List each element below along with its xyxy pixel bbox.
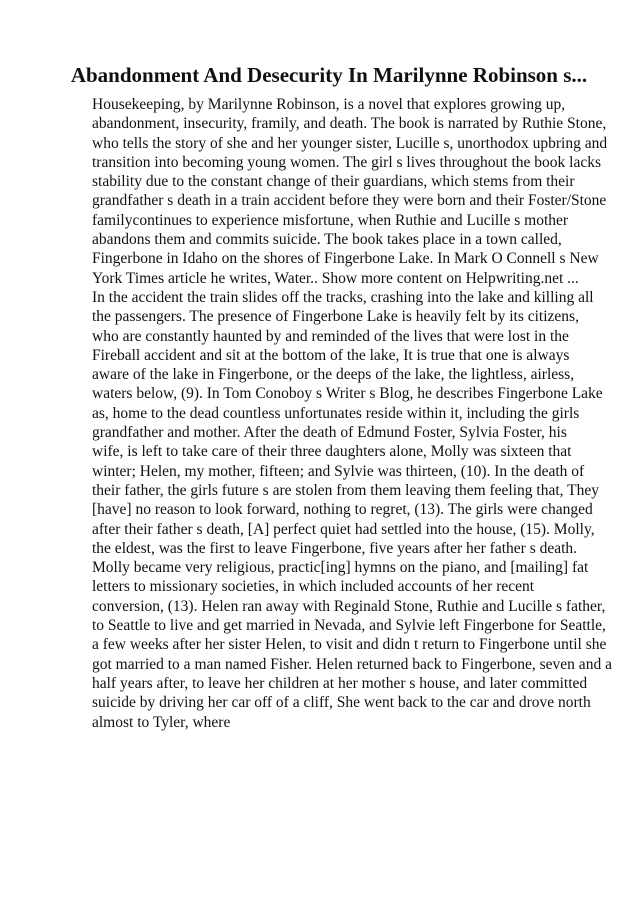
body-line: York Times article he writes, Water.. Show more content on Helpwriting.net ... [92, 269, 579, 287]
body-line: who tells the story of she and her younger sister, Lucille s, unorthodox upbring and [92, 134, 608, 152]
body-line: waters below, (9). In Tom Conoboy s Writer s Blog, he describes Fingerbone Lake [92, 385, 603, 403]
body-line: after their father s death, [A] perfect quiet had settled into the house, (15). Molly, [92, 520, 595, 538]
body-line: their father, the girls future s are stolen from them leaving them feeling that, They [92, 481, 599, 499]
body-line: the eldest, was the first to leave Fingerbone, five years after her father s death. [92, 539, 578, 557]
body-line: to Seattle to live and get married in Nevada, and Sylvie left Fingerbone for Seattle, [92, 617, 606, 635]
body-line: [have] no reason to look forward, nothing to regret, (13). The girls were changed [92, 501, 593, 519]
body-line: a few weeks after her sister Helen, to visit and didn t return to Fingerbone until she [92, 636, 607, 654]
body-line: as, home to the dead countless unfortunates reside within it, including the girls [92, 404, 580, 422]
body-line: familycontinues to experience misfortune, when Ruthie and Lucille s mother [92, 211, 569, 229]
body-line: letters to missionary societies, in which included accounts of her recent [92, 578, 535, 596]
document-title: Abandonment And Desecurity In Marilynne Robinson s... [70, 63, 588, 87]
body-line: who are constantly haunted by and reminded of the lives that were lost in the [92, 327, 569, 345]
body-line: Fireball accident and sit at the bottom of the lake, It is true that one is always [92, 346, 570, 364]
body-line: grandfather and mother. After the death of Edmund Foster, Sylvia Foster, his [92, 424, 567, 442]
body-line: conversion, (13). Helen ran away with Reginald Stone, Ruthie and Lucille s father, [92, 597, 606, 615]
body-line: suicide by driving her car off of a cliff, She went back to the car and drove north [92, 694, 591, 712]
document-body [92, 95, 612, 732]
body-line: In the accident the train slides off the tracks, crashing into the lake and killing all [92, 288, 594, 306]
body-line: Housekeeping, by Marilynne Robinson, is a novel that explores growing up, [92, 96, 566, 113]
body-line: wife, is left to take care of their three daughters alone, Molly was sixteen that [92, 443, 572, 461]
body-line: transition into becoming young women. The girl s lives throughout the book lacks [92, 153, 601, 171]
body-line: the passengers. The presence of Fingerbone Lake is heavily felt by its citizens, [92, 308, 579, 326]
body-line: got married to a man named Fisher. Helen returned back to Fingerbone, seven and a [92, 655, 612, 673]
body-line: winter; Helen, my mother, fifteen; and Sylvie was thirteen, (10). In the death of [92, 462, 585, 480]
body-line: Molly became very religious, practic[ing] hymns on the piano, and [mailing] fat [92, 559, 589, 577]
body-line: abandons them and commits suicide. The book takes place in a town called, [92, 231, 562, 249]
body-line: almost to Tyler, where [92, 713, 231, 731]
body-line: stability due to the constant change of their guardians, which stems from their [92, 173, 575, 191]
body-line: aware of the lake in Fingerbone, or the deeps of the lake, the lightless, airless, [92, 366, 575, 384]
body-line: Fingerbone in Idaho on the shores of Fingerbone Lake. In Mark O Connell s New [92, 250, 599, 268]
body-line: abandonment, insecurity, framily, and death. The book is narrated by Ruthie Stone, [92, 115, 607, 133]
body-line: grandfather s death in a train accident before they were born and their Foster/Stone [92, 192, 607, 210]
body-line: half years after, to leave her children at her mother s house, and later committed [92, 674, 588, 692]
